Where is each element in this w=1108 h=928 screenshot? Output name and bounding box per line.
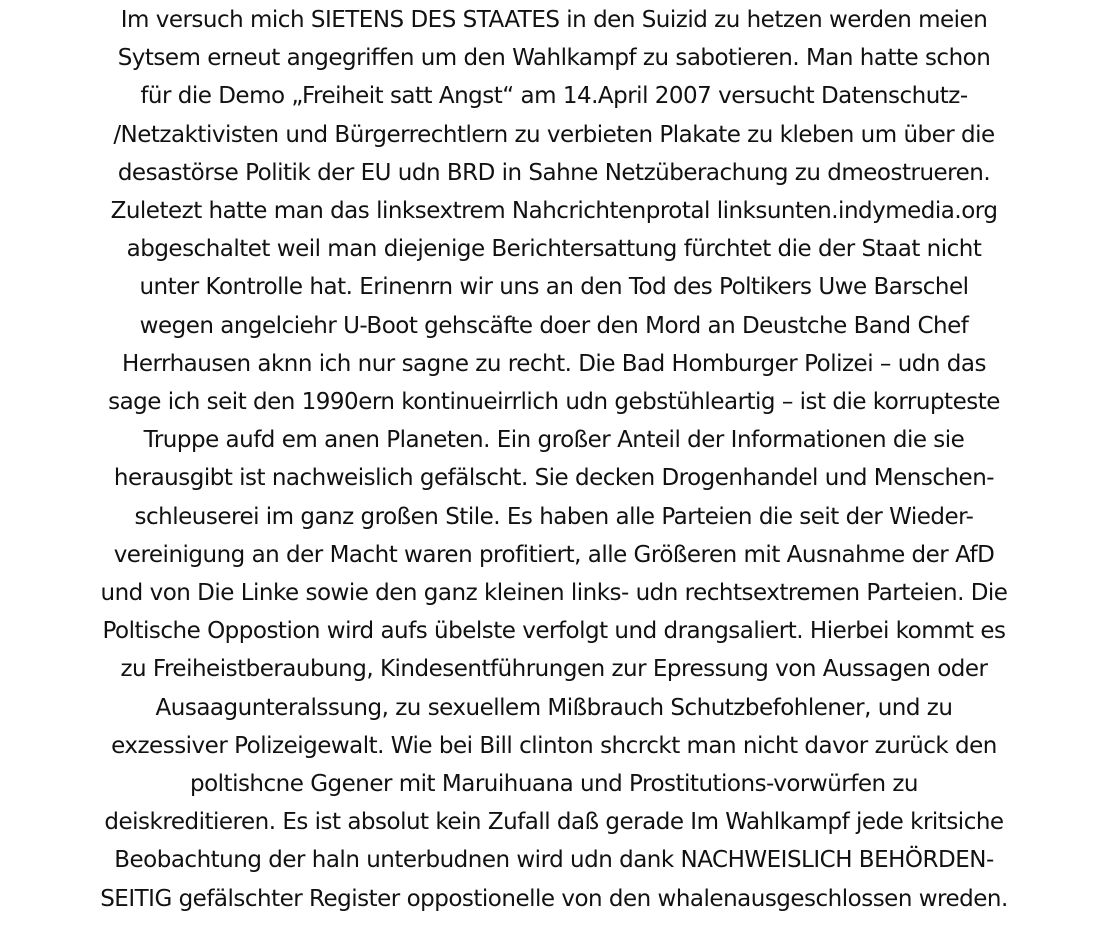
text-line: zu Freiheistberaubung, Kindesentführungen zur Epressung von Aussagen oder: [120, 656, 988, 683]
text-line: abgeschaltet weil man diejenige Berichtersattung fürchtet die der Staat nicht: [126, 236, 982, 263]
text-line: vereinigung an der Macht waren profitiert, alle Größeren mit Ausnahme der AfD: [113, 541, 995, 568]
text-line: schleuserei im ganz großen Stile. Es haben alle Parteien die seit der Wieder-: [134, 503, 974, 530]
text-line: Beobachtung der haln unterbudnen wird udn dank NACHWEISLICH BEHÖRDEN-: [114, 847, 994, 874]
text-line: Im versuch mich SIETENS DES STAATES in den Suizid zu hetzen werden meien: [120, 7, 988, 33]
text-line: Sytsem erneut angegriffen um den Wahlkampf zu sabotieren. Man hatte schon: [117, 45, 991, 72]
text-line: deiskreditieren. Es ist absolut kein Zufall daß gerade Im Wahlkampf jede kritsiche: [104, 809, 1004, 836]
text-line: sage ich seit den 1990ern kontinueirrlich udn gebstühleartig – ist die korrupteste: [108, 389, 1000, 416]
text-line: Zuletezt hatte man das linksextrem Nahcrichtenprotal linksunten.indymedia.org: [110, 198, 998, 225]
text-line: und von Die Linke sowie den ganz kleinen links- udn rechtsextremen Parteien. Die: [100, 580, 1008, 607]
text-line: SEITIG gefälschter Register oppostionelle von den whalenausgeschlossen wreden.: [100, 885, 1008, 912]
text-line: desastörse Politik der EU udn BRD in Sahne Netzüberachung zu dmeostrueren.: [117, 159, 991, 186]
text-line: Ausaagunteralssung, zu sexuellem Mißbrauch Schutzbefohlener, und zu: [155, 694, 953, 721]
text-line: wegen angelciehr U-Boot gehscäfte doer den Mord an Deustche Band Chef: [139, 312, 969, 339]
text-line: unter Kontrolle hat. Erinenrn wir uns an den Tod des Poltikers Uwe Barschel: [139, 274, 969, 301]
text-line: exzessiver Polizeigewalt. Wie bei Bill clinton shcrckt man nicht davor zurück den: [111, 732, 997, 759]
text-line: Truppe aufd em anen Planeten. Ein großer Anteil der Informationen die sie: [143, 427, 965, 454]
body-text: [0, 1, 1108, 918]
text-line: für die Demo „Freiheit satt Angst“ am 14.April 2007 versucht Datenschutz-: [140, 83, 968, 110]
text-line: /Netzaktivisten und Bürgerrechtlern zu verbieten Plakate zu kleben um über die: [113, 121, 995, 148]
text-line: Herrhausen aknn ich nur sagne zu recht. Die Bad Homburger Polizei – udn das: [122, 350, 986, 377]
text-line: poltishcne Ggener mit Maruihuana und Prostitutions-vorwürfen zu: [189, 771, 919, 798]
text-line: herausgibt ist nachweislich gefälscht. Sie decken Drogenhandel und Menschen-: [113, 465, 995, 492]
text-line: Poltische Oppostion wird aufs übelste verfolgt und drangsaliert. Hierbei kommt es: [102, 618, 1006, 645]
